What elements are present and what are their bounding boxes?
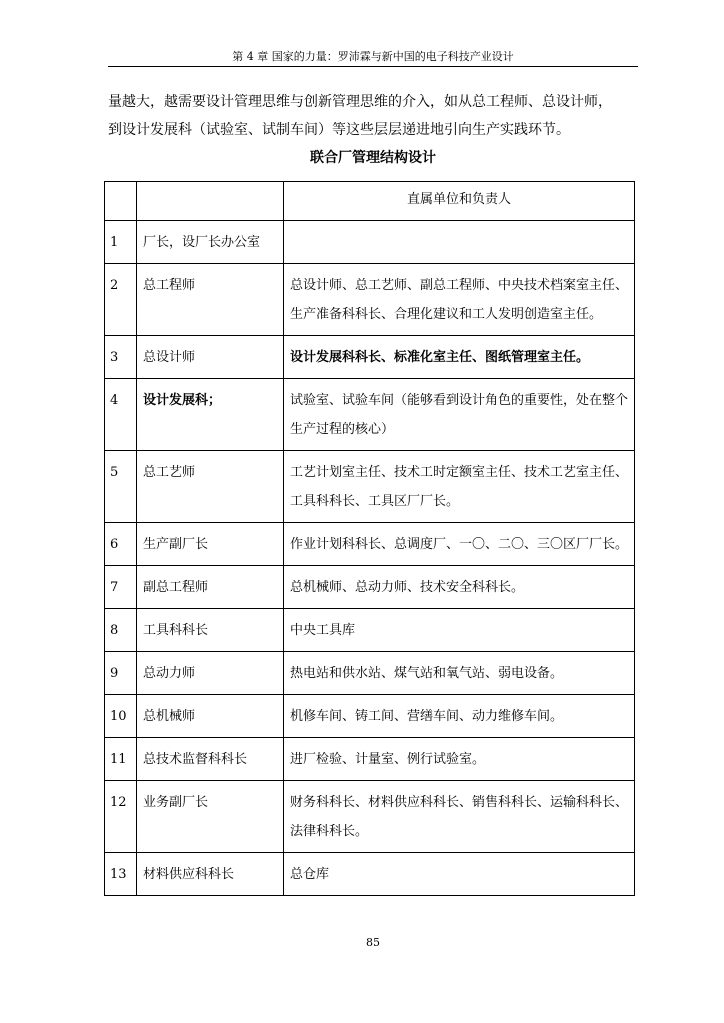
row-units: 进厂检验、计量室、例行试验室。	[284, 738, 635, 781]
row-units: 作业计划科科长、总调度厂、一〇、二〇、三〇区厂厂长。	[284, 523, 635, 566]
header-cell-units: 直属单位和负责人	[284, 182, 635, 221]
table-row	[105, 609, 635, 652]
row-units: 中央工具库	[284, 609, 635, 652]
row-role: 厂长，设厂长办公室	[137, 221, 284, 264]
row-number: 12	[105, 781, 137, 853]
body-paragraph	[108, 88, 638, 144]
row-units: 设计发展科科长、标准化室主任、图纸管理室主任。	[284, 336, 635, 379]
row-number: 1	[105, 221, 137, 264]
table-row	[105, 379, 635, 451]
row-number: 9	[105, 652, 137, 695]
row-number: 13	[105, 853, 137, 896]
table-row	[105, 853, 635, 896]
header-rule	[108, 66, 638, 67]
row-units: 财务科科长、材料供应科科长、销售科科长、运输科科长、法律科科长。	[284, 781, 635, 853]
table-title: 联合厂管理结构设计	[310, 150, 436, 166]
table-row	[105, 652, 635, 695]
management-structure-table	[104, 181, 635, 896]
row-units: 机修车间、铸工间、营缮车间、动力维修车间。	[284, 695, 635, 738]
row-units	[284, 221, 635, 264]
row-role: 业务副厂长	[137, 781, 284, 853]
row-role: 设计发展科；	[137, 379, 284, 451]
row-role: 工具科科长	[137, 609, 284, 652]
row-units: 热电站和供水站、煤气站和氧气站、弱电设备。	[284, 652, 635, 695]
row-units: 试验室、试验车间（能够看到设计角色的重要性，处在整个生产过程的核心）	[284, 379, 635, 451]
table-row	[105, 221, 635, 264]
row-role: 生产副厂长	[137, 523, 284, 566]
page-number: 85	[366, 936, 380, 949]
row-number: 5	[105, 451, 137, 523]
row-role: 材料供应科科长	[137, 853, 284, 896]
row-units: 总仓库	[284, 853, 635, 896]
table-row	[105, 264, 635, 336]
paragraph-line-1: 量越大，越需要设计管理思维与创新管理思维的介入，如从总工程师、总设计师，	[108, 94, 612, 110]
row-role: 总设计师	[137, 336, 284, 379]
row-number: 3	[105, 336, 137, 379]
paragraph-line-2: 到设计发展科（试验室、试制车间）等这些层层递进地引向生产实践环节。	[108, 122, 570, 138]
row-units: 总设计师、总工艺师、副总工程师、中央技术档案室主任、生产准备科科长、合理化建议和工人发明创造室主任。	[284, 264, 635, 336]
row-number: 7	[105, 566, 137, 609]
row-number: 10	[105, 695, 137, 738]
row-number: 4	[105, 379, 137, 451]
running-header: 第 4 章 国家的力量：罗沛霖与新中国的电子科技产业设计	[232, 50, 514, 63]
row-role: 总动力师	[137, 652, 284, 695]
row-number: 11	[105, 738, 137, 781]
table-row	[105, 451, 635, 523]
table-row	[105, 781, 635, 853]
table-row	[105, 695, 635, 738]
row-number: 8	[105, 609, 137, 652]
row-role: 总工程师	[137, 264, 284, 336]
row-role: 副总工程师	[137, 566, 284, 609]
table-header-row	[105, 182, 635, 221]
row-role: 总工艺师	[137, 451, 284, 523]
table-row	[105, 336, 635, 379]
row-number: 6	[105, 523, 137, 566]
row-role: 总技术监督科科长	[137, 738, 284, 781]
table-row	[105, 523, 635, 566]
row-role: 总机械师	[137, 695, 284, 738]
table-row	[105, 566, 635, 609]
row-units: 工艺计划室主任、技术工时定额室主任、技术工艺室主任、工具科科长、工具区厂厂长。	[284, 451, 635, 523]
header-cell-number	[105, 182, 137, 221]
row-number: 2	[105, 264, 137, 336]
header-cell-role	[137, 182, 284, 221]
table-row	[105, 738, 635, 781]
row-units: 总机械师、总动力师、技术安全科科长。	[284, 566, 635, 609]
